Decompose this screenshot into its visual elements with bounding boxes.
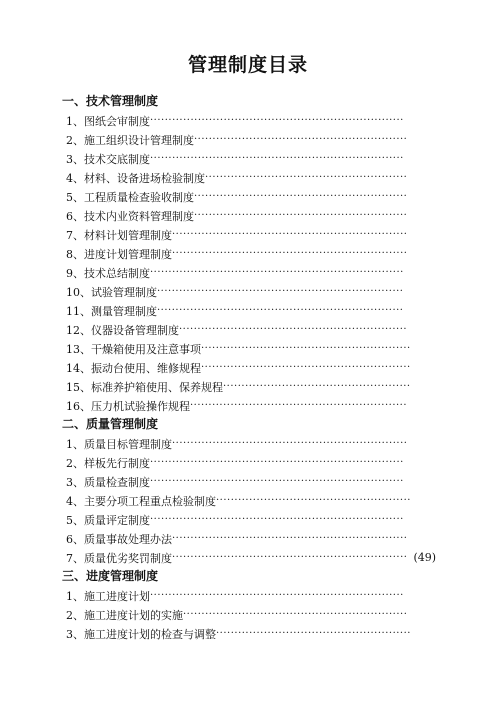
- toc-entry[interactable]: [62, 472, 442, 491]
- table-of-contents: [62, 92, 442, 643]
- toc-entry-label: 3、质量检查制度: [66, 475, 150, 489]
- toc-entry[interactable]: [62, 510, 442, 529]
- toc-entry-label: 14、振动台使用、维修规程: [66, 361, 201, 375]
- toc-entry-label: 5、质量评定制度: [66, 513, 150, 527]
- toc-entry[interactable]: [62, 491, 442, 510]
- toc-entry-label: 7、材料计划管理制度: [66, 228, 172, 242]
- toc-entry-label: 5、工程质量检查验收制度: [66, 190, 194, 204]
- toc-entry[interactable]: [62, 206, 442, 225]
- dot-leader: ································································: [172, 229, 408, 240]
- dot-leader: ································································: [172, 248, 408, 259]
- dot-leader: ·····································································: [150, 457, 404, 468]
- toc-entry[interactable]: [62, 586, 442, 605]
- toc-entry-label: 3、技术交底制度: [66, 152, 150, 166]
- toc-entry-label: 2、施工进度计划的实施: [66, 608, 183, 622]
- toc-entry-label: 3、施工进度计划的检查与调整: [66, 627, 216, 641]
- toc-entry-label: 6、质量事故处理办法: [66, 532, 172, 546]
- dot-leader: ································································: [172, 552, 408, 563]
- toc-entry-label: 11、测量管理制度: [66, 304, 157, 318]
- toc-entry[interactable]: [62, 358, 442, 377]
- dot-leader: ·························································: [201, 362, 411, 373]
- toc-entry-label: 4、主要分项工程重点检验制度: [66, 494, 216, 508]
- dot-leader: ·····················································: [216, 628, 411, 639]
- dot-leader: ··························································: [194, 191, 408, 202]
- toc-entry[interactable]: [62, 282, 442, 301]
- toc-entry-label: 10、试验管理制度: [66, 285, 157, 299]
- toc-entry[interactable]: [62, 434, 442, 453]
- section-heading: 一、技术管理制度: [62, 94, 159, 108]
- toc-entry[interactable]: [62, 320, 442, 339]
- section-heading: 二、质量管理制度: [62, 417, 159, 431]
- section-heading: 三、进度管理制度: [62, 569, 159, 583]
- dot-leader: ···················································: [223, 381, 411, 392]
- dot-leader: ··························································: [194, 210, 408, 221]
- dot-leader: ·····································································: [150, 514, 404, 525]
- toc-entry[interactable]: [62, 605, 442, 624]
- toc-entry-label: 1、图纸会审制度: [66, 114, 150, 128]
- toc-entry-label: 8、进度计划管理制度: [66, 247, 172, 261]
- dot-leader: ·························································: [201, 343, 411, 354]
- toc-entry[interactable]: [62, 396, 442, 415]
- dot-leader: ································································: [172, 438, 408, 449]
- dot-leader: ·····································································: [150, 115, 404, 126]
- toc-entry-label: 16、压力机试验操作规程: [66, 399, 190, 413]
- page-title: 管理制度目录: [187, 54, 308, 76]
- dot-leader: ·····················································: [216, 495, 411, 506]
- toc-entry[interactable]: [62, 377, 442, 396]
- dot-leader: ·······················································: [205, 172, 408, 183]
- toc-entry[interactable]: [62, 624, 442, 643]
- toc-entry[interactable]: [62, 111, 442, 130]
- dot-leader: ···························································: [190, 400, 408, 411]
- toc-entry-label: 1、施工进度计划: [66, 589, 150, 603]
- toc-entry[interactable]: [62, 301, 442, 320]
- toc-entry-label: 2、样板先行制度: [66, 456, 150, 470]
- toc-entry[interactable]: [62, 187, 442, 206]
- toc-entry[interactable]: [62, 263, 442, 282]
- toc-entry[interactable]: [62, 244, 442, 263]
- toc-entry-page-number: (49): [413, 551, 437, 564]
- toc-entry[interactable]: [62, 225, 442, 244]
- toc-entry[interactable]: [62, 130, 442, 149]
- toc-entry-label: 9、技术总结制度: [66, 266, 150, 280]
- toc-entry[interactable]: [62, 168, 442, 187]
- dot-leader: ·····································································: [150, 590, 404, 601]
- dot-leader: ·····································································: [150, 267, 404, 278]
- toc-entry[interactable]: [62, 149, 442, 168]
- toc-entry-label: 2、施工组织设计管理制度: [66, 133, 194, 147]
- toc-entry-label: 4、材料、设备进场检验制度: [66, 171, 205, 185]
- toc-entry-label: 12、仪器设备管理制度: [66, 323, 179, 337]
- dot-leader: ···································································: [157, 286, 404, 297]
- toc-entry[interactable]: [62, 339, 442, 358]
- dot-leader: ·····························································: [183, 609, 408, 620]
- dot-leader: ································································: [172, 533, 408, 544]
- toc-entry-label: 1、质量目标管理制度: [66, 437, 172, 451]
- toc-entry-label: 13、干燥箱使用及注意事项: [66, 342, 201, 356]
- toc-entry[interactable]: [62, 453, 442, 472]
- toc-entry[interactable]: [62, 548, 442, 567]
- toc-entry-label: 7、质量优劣奖罚制度: [66, 551, 172, 565]
- dot-leader: ······························································: [179, 324, 408, 335]
- toc-entry-label: 6、技术内业资料管理制度: [66, 209, 194, 223]
- toc-entry[interactable]: [62, 529, 442, 548]
- dot-leader: ··························································: [194, 134, 408, 145]
- dot-leader: ·····································································: [150, 153, 404, 164]
- dot-leader: ···································································: [157, 305, 404, 316]
- dot-leader: ·····································································: [150, 476, 404, 487]
- toc-entry-label: 15、标准养护箱使用、保养规程: [66, 380, 223, 394]
